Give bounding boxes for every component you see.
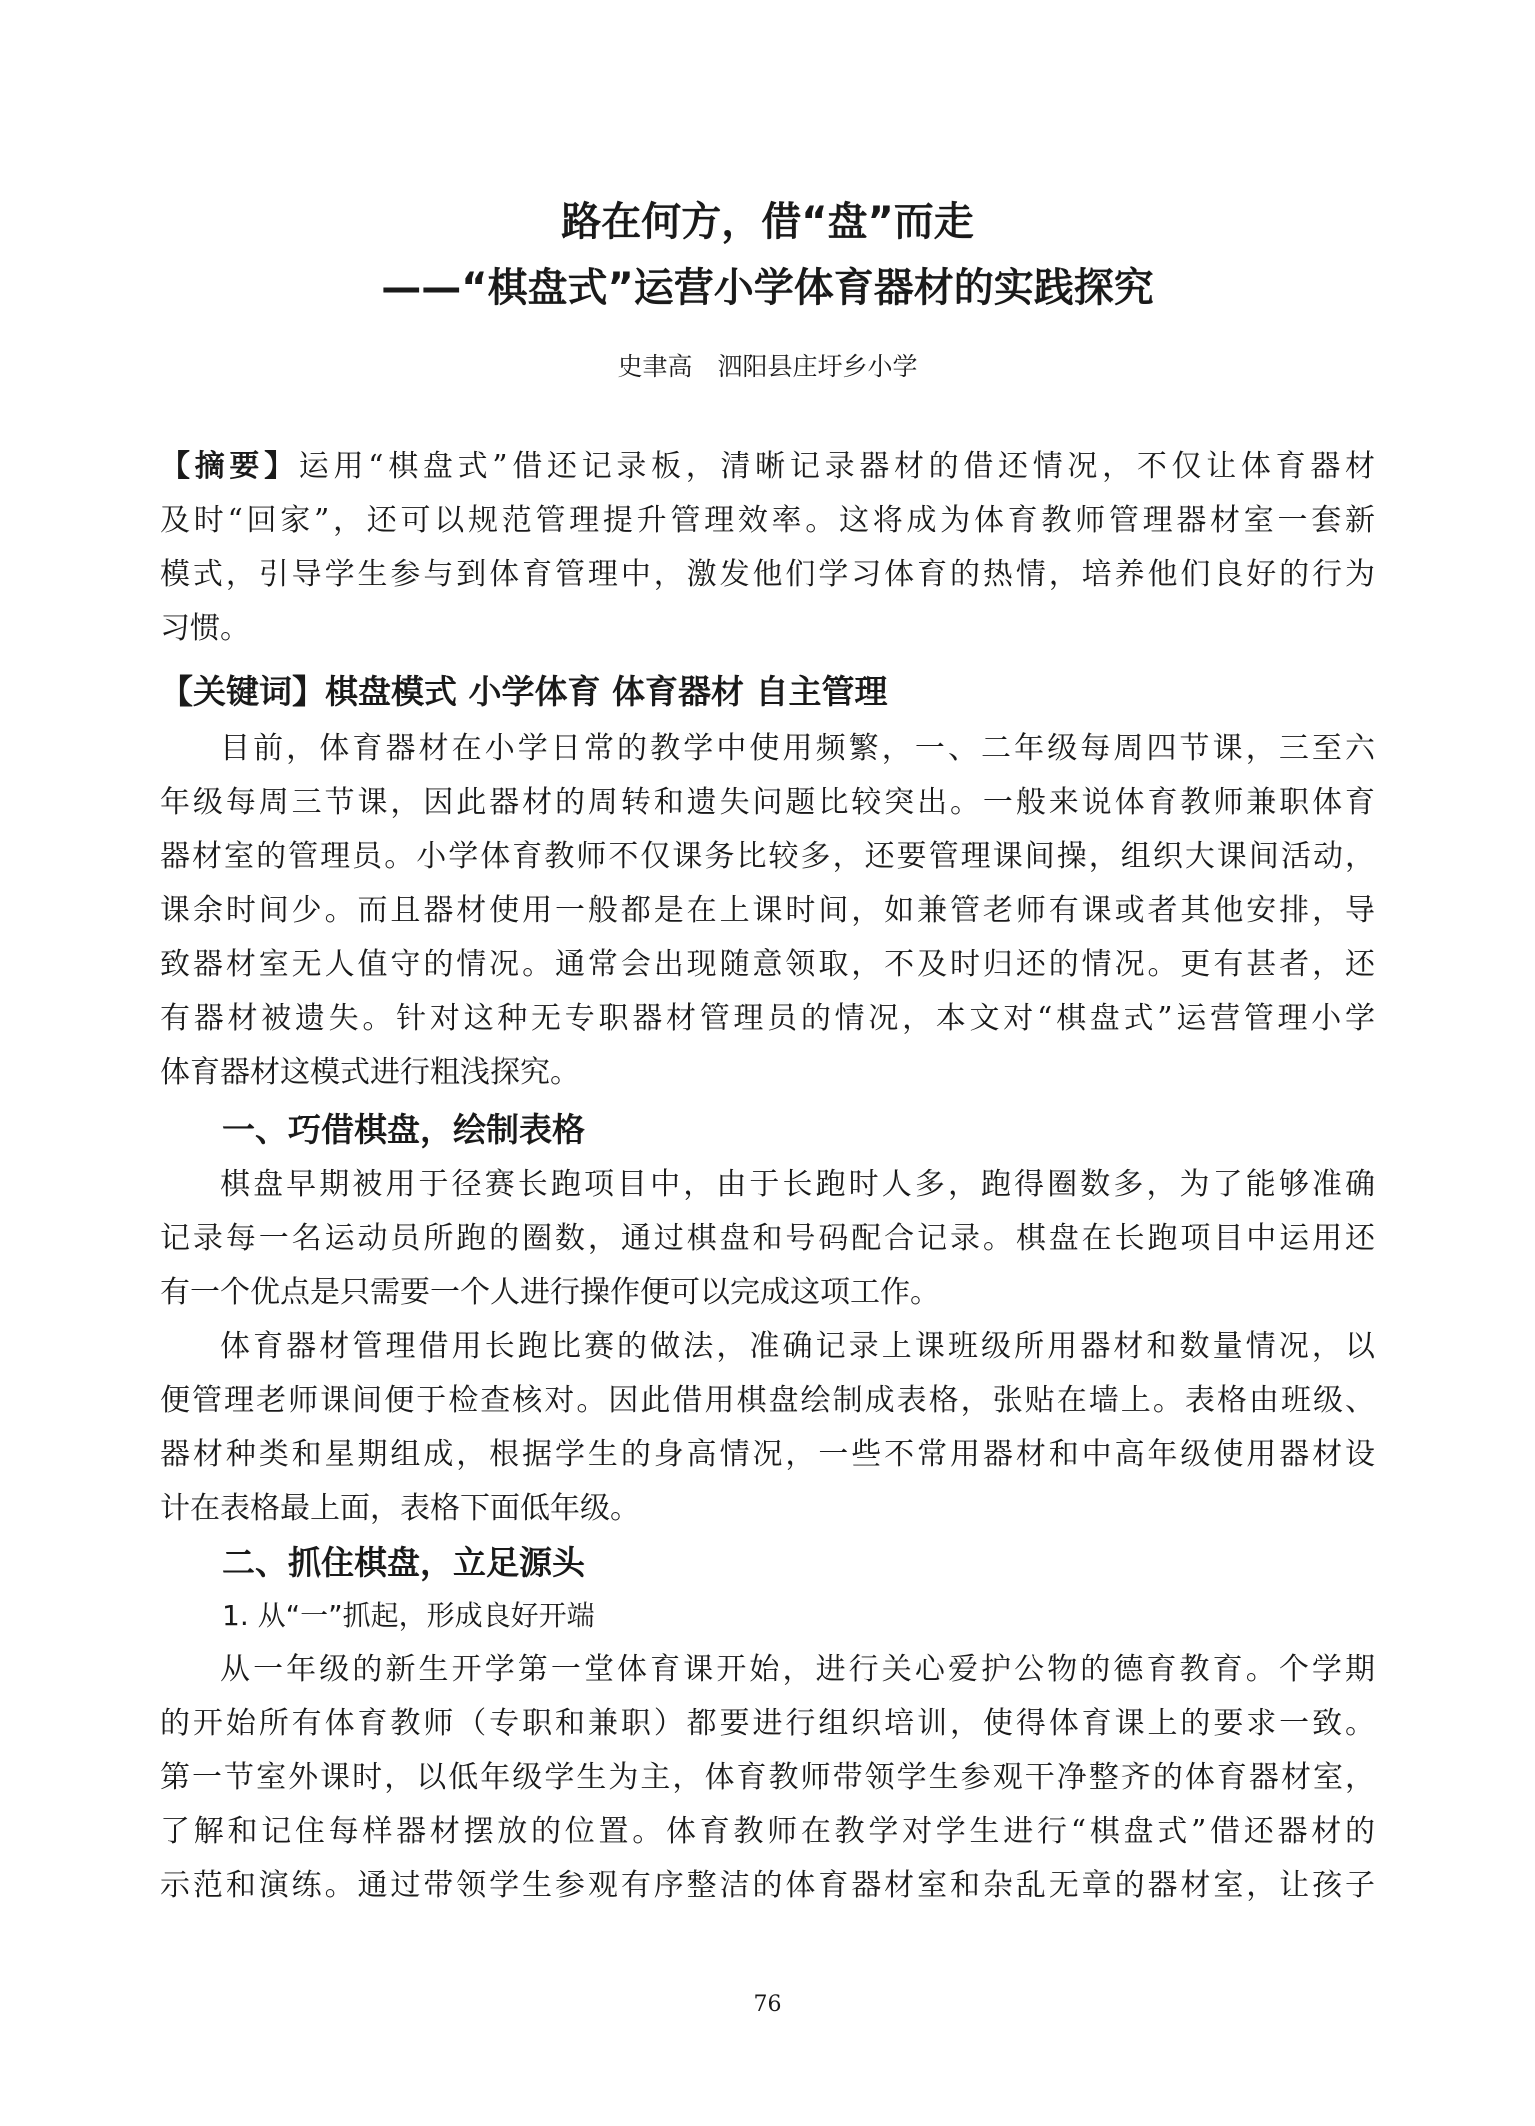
keywords: 【关键词】棋盘模式 小学体育 体育器材 自主管理 xyxy=(160,672,888,711)
s1p1-line-1: 棋盘早期被用于径赛长跑项目中，由于长跑时人多，跑得圈数多，为了能够准确 xyxy=(220,1167,1375,1202)
s1p2-line-1: 体育器材管理借用长跑比赛的做法，准确记录上课班级所用器材和数量情况，以 xyxy=(220,1329,1375,1364)
section-1-heading: 一、巧借棋盘，绘制表格 xyxy=(222,1110,585,1149)
s2-line-4: 了解和记住每样器材摆放的位置。体育教师在教学对学生进行“棋盘式”借还器材的 xyxy=(160,1814,1375,1849)
title-line-2: ——“棋盘式”运营小学体育器材的实践探究 xyxy=(381,265,1154,311)
s2-line-1: 从一年级的新生开学第一堂体育课开始，进行关心爱护公物的德育教育。个学期 xyxy=(220,1652,1375,1687)
section-2-heading: 二、抓住棋盘，立足源头 xyxy=(222,1543,585,1582)
section-2-paragraph xyxy=(160,1643,1375,1913)
section-1-paragraph-1 xyxy=(160,1158,1375,1320)
abstract-label: 【摘要】 xyxy=(160,449,299,484)
section-2-subheading: 1. 从“一”抓起，形成良好开端 xyxy=(222,1599,595,1632)
intro-line-3: 器材室的管理员。小学体育教师不仅课务比较多，还要管理课间操，组织大课间活动， xyxy=(160,839,1375,874)
section-1-paragraph-2 xyxy=(160,1320,1375,1536)
abstract-line-2: 及时“回家”，还可以规范管理提升管理效率。这将成为体育教师管理器材室一套新 xyxy=(160,503,1375,538)
abstract-line-1 xyxy=(160,440,1375,494)
s1p2-line-2: 便管理老师课间便于检查核对。因此借用棋盘绘制成表格，张贴在墙上。表格由班级、 xyxy=(160,1383,1375,1418)
abstract-line-3: 模式，引导学生参与到体育管理中，激发他们学习体育的热情，培养他们良好的行为 xyxy=(160,557,1375,592)
s1p1-line-3: 有一个优点是只需要一个人进行操作便可以完成这项工作。 xyxy=(160,1275,940,1310)
intro-line-5: 致器材室无人值守的情况。通常会出现随意领取，不及时归还的情况。更有甚者，还 xyxy=(160,947,1375,982)
s1p2-line-3: 器材种类和星期组成，根据学生的身高情况，一些不常用器材和中高年级使用器材设 xyxy=(160,1437,1375,1472)
s2-line-5: 示范和演练。通过带领学生参观有序整洁的体育器材室和杂乱无章的器材室，让孩子 xyxy=(160,1868,1375,1903)
abstract xyxy=(160,440,1375,656)
s2-line-2: 的开始所有体育教师（专职和兼职）都要进行组织培训，使得体育课上的要求一致。 xyxy=(160,1706,1375,1741)
title-line-1: 路在何方，借“盘”而走 xyxy=(561,199,974,245)
abstract-text-1: 运用“棋盘式”借还记录板，清晰记录器材的借还情况，不仅让体育器材 xyxy=(298,449,1375,484)
abstract-line-4: 习惯。 xyxy=(160,611,250,646)
intro-line-4: 课余时间少。而且器材使用一般都是在上课时间，如兼管老师有课或者其他安排，导 xyxy=(160,893,1375,928)
intro-line-2: 年级每周三节课，因此器材的周转和遗失问题比较突出。一般来说体育教师兼职体育 xyxy=(160,785,1375,820)
intro-line-6: 有器材被遗失。针对这种无专职器材管理员的情况，本文对“棋盘式”运营管理小学 xyxy=(160,1001,1375,1036)
page-number: 76 xyxy=(753,1992,782,2017)
intro-line-7: 体育器材这模式进行粗浅探究。 xyxy=(160,1055,580,1090)
author-line: 史聿高 泗阳县庄圩乡小学 xyxy=(617,352,918,381)
intro-line-1: 目前，体育器材在小学日常的教学中使用频繁，一、二年级每周四节课，三至六 xyxy=(220,731,1375,766)
s1p1-line-2: 记录每一名运动员所跑的圈数，通过棋盘和号码配合记录。棋盘在长跑项目中运用还 xyxy=(160,1221,1375,1256)
s1p2-line-4: 计在表格最上面，表格下面低年级。 xyxy=(160,1491,640,1526)
s2-line-3: 第一节室外课时，以低年级学生为主，体育教师带领学生参观干净整齐的体育器材室， xyxy=(160,1760,1375,1795)
intro-paragraph xyxy=(160,722,1375,1100)
